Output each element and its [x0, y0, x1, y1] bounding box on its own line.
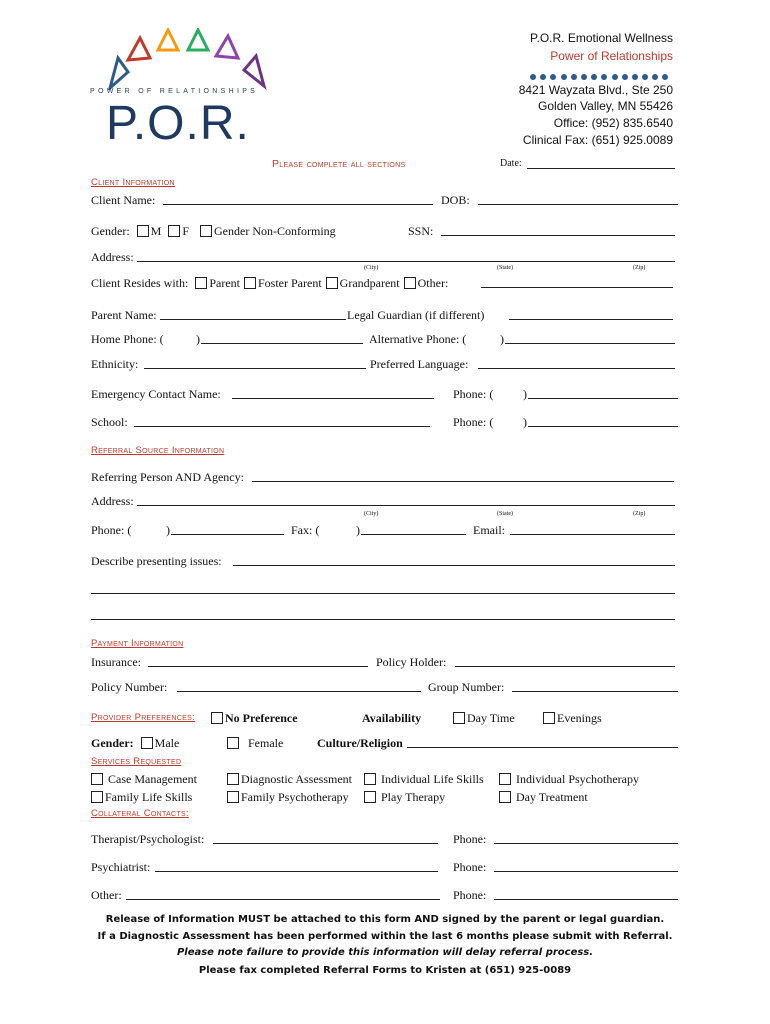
family-psych-checkbox[interactable]	[227, 791, 239, 803]
policy-holder-field[interactable]	[455, 656, 675, 667]
date-label: Date:	[500, 158, 522, 169]
service-indiv-skills	[364, 772, 484, 787]
day-time-option	[453, 711, 515, 726]
org-address-line2: Golden Valley, MN 55426	[538, 99, 673, 113]
home-phone-label: Home Phone: (	[91, 332, 164, 346]
therapist-phone-label: Phone:	[453, 832, 487, 846]
referral-fax-close: )	[356, 523, 360, 537]
male-label: Male	[154, 736, 180, 750]
address-label: Address:	[91, 250, 134, 264]
logo	[88, 28, 288, 150]
org-clinical-fax: Clinical Fax: (651) 925.0089	[522, 133, 673, 147]
logo-triangles-graphic	[88, 28, 288, 90]
footer-line4: Please fax completed Referral Forms to Kristen at (651) 925-0089	[198, 965, 572, 976]
date-field[interactable]	[527, 158, 675, 169]
alt-phone-close: )	[500, 332, 504, 346]
emergency-label: Emergency Contact Name:	[91, 387, 221, 401]
psychiatrist-field[interactable]	[155, 861, 438, 872]
female-checkbox[interactable]	[227, 737, 239, 749]
issues-field-1[interactable]	[233, 555, 675, 566]
evenings-option	[543, 711, 602, 726]
emergency-field[interactable]	[232, 388, 434, 399]
diag-label: Diagnostic Assessment	[241, 772, 352, 786]
ethnicity-label: Ethnicity:	[91, 357, 139, 371]
policy-number-label: Policy Number:	[91, 680, 168, 694]
ssn-label: SSN:	[408, 224, 434, 238]
service-diag	[227, 772, 352, 787]
issues-field-2[interactable]	[91, 583, 675, 594]
resides-grand-checkbox[interactable]	[326, 277, 338, 289]
org-name: P.O.R. Emotional Wellness	[530, 31, 673, 45]
policy-number-field[interactable]	[177, 681, 421, 692]
therapist-phone-field[interactable]	[494, 833, 678, 844]
psychiatrist-phone-label: Phone:	[453, 860, 487, 874]
therapist-field[interactable]	[213, 833, 438, 844]
service-indiv-psych	[499, 772, 639, 787]
referral-email-field[interactable]	[510, 524, 675, 535]
no-preference-label: No Preference	[225, 711, 298, 725]
service-case-mgmt	[91, 772, 197, 787]
resides-parent-checkbox[interactable]	[195, 277, 207, 289]
referral-fax-field[interactable]	[361, 524, 466, 535]
footer-line2: If a Diagnostic Assessment has been performed within the last 6 months please submit with Referral.	[97, 931, 673, 942]
dob-label: DOB:	[441, 193, 470, 207]
client-city-hint: (City)	[364, 265, 379, 271]
referring-person-label: Referring Person AND Agency:	[91, 470, 244, 484]
resides-other-label: Other:	[417, 276, 449, 290]
gender-nc-checkbox[interactable]	[200, 225, 212, 237]
gender-f-checkbox[interactable]	[168, 225, 180, 237]
alt-phone-field[interactable]	[505, 333, 675, 344]
footer-line1: Release of Information MUST be attached to this form AND signed by the parent or legal guardian.	[105, 914, 665, 925]
guardian-label: Legal Guardian (if different)	[347, 308, 485, 322]
section-services-requested: Services Requested	[91, 756, 182, 767]
client-name-label: Client Name:	[91, 193, 156, 207]
no-preference-option	[211, 711, 298, 726]
referral-state-hint: (State)	[497, 511, 513, 517]
gender-f-label: F	[182, 224, 190, 238]
indiv-psych-checkbox[interactable]	[499, 773, 511, 785]
issues-label: Describe presenting issues:	[91, 554, 222, 568]
therapist-label: Therapist/Psychologist:	[91, 832, 205, 846]
other-field[interactable]	[126, 889, 440, 900]
resides-other-field[interactable]	[481, 277, 673, 288]
emergency-phone-label: Phone: (	[453, 387, 494, 401]
referral-phone-field[interactable]	[171, 524, 284, 535]
ethnicity-field[interactable]	[144, 358, 366, 369]
family-psych-label: Family Psychotherapy	[241, 790, 349, 804]
referral-fax-label: Fax: (	[291, 523, 320, 537]
referral-phone-label: Phone: (	[91, 523, 132, 537]
no-preference-checkbox[interactable]	[211, 712, 223, 724]
section-referral-source: Referral Source Information	[91, 445, 225, 456]
referral-email-label: Email:	[473, 523, 505, 537]
emergency-phone-close: )	[523, 387, 527, 401]
insurance-label: Insurance:	[91, 655, 141, 669]
indiv-skills-checkbox[interactable]	[364, 773, 376, 785]
family-skills-label: Family Life Skills	[105, 790, 193, 804]
client-name-field[interactable]	[163, 194, 433, 205]
availability-label: Availability	[362, 711, 422, 725]
issues-field-3[interactable]	[91, 609, 675, 620]
provider-gender-label: Gender:	[91, 736, 134, 750]
service-play	[364, 790, 445, 805]
referral-address-field[interactable]	[137, 495, 675, 506]
gender-m-checkbox[interactable]	[137, 225, 149, 237]
org-subtitle: Power of Relationships	[550, 49, 673, 63]
resides-row	[91, 276, 448, 291]
gender-row	[91, 224, 336, 239]
resides-foster-checkbox[interactable]	[244, 277, 256, 289]
client-zip-hint: (Zip)	[633, 265, 646, 271]
dob-field[interactable]	[478, 194, 678, 205]
decorative-dots	[530, 69, 673, 84]
culture-religion-field[interactable]	[407, 737, 678, 748]
resides-label: Client Resides with:	[91, 276, 189, 290]
male-checkbox[interactable]	[141, 737, 153, 749]
logo-tagline: POWER OF RELATIONSHIPS	[90, 88, 259, 95]
language-label: Preferred Language:	[370, 357, 469, 371]
indiv-psych-label: Individual Psychotherapy	[516, 772, 639, 786]
other-phone-field[interactable]	[494, 889, 678, 900]
section-provider-preferences: Provider Preferences:	[91, 712, 195, 723]
service-family-psych	[227, 790, 349, 805]
referring-person-field[interactable]	[252, 471, 674, 482]
service-day-treat	[499, 790, 588, 805]
day-treat-checkbox[interactable]	[499, 791, 511, 803]
service-family-skills	[91, 790, 192, 805]
referral-phone-close: )	[166, 523, 170, 537]
resides-parent-label: Parent	[209, 276, 240, 290]
play-checkbox[interactable]	[364, 791, 376, 803]
instructions: Please complete all sections	[272, 158, 406, 170]
culture-religion-label: Culture/Religion	[317, 736, 403, 750]
day-time-checkbox[interactable]	[453, 712, 465, 724]
insurance-field[interactable]	[148, 656, 368, 667]
female-label: Female	[248, 736, 284, 750]
guardian-field[interactable]	[509, 309, 673, 320]
client-state-hint: (State)	[497, 265, 513, 271]
female-option	[227, 736, 283, 751]
case-mgmt-checkbox[interactable]	[91, 773, 103, 785]
school-phone-field[interactable]	[528, 416, 678, 427]
psychiatrist-label: Psychiatrist:	[91, 860, 151, 874]
diag-checkbox[interactable]	[227, 773, 239, 785]
gender-m-label: M	[150, 224, 162, 238]
other-label: Other:	[91, 888, 122, 902]
evenings-checkbox[interactable]	[543, 712, 555, 724]
home-phone-field[interactable]	[201, 333, 363, 344]
group-number-field[interactable]	[512, 681, 678, 692]
play-label: Play Therapy	[381, 790, 446, 804]
logo-wordmark: P.O.R.	[106, 97, 250, 150]
alt-phone-label: Alternative Phone: (	[369, 332, 467, 346]
day-treat-label: Day Treatment	[516, 790, 588, 804]
psychiatrist-phone-field[interactable]	[494, 861, 678, 872]
family-skills-checkbox[interactable]	[91, 791, 103, 803]
group-number-label: Group Number:	[428, 680, 505, 694]
org-address-line1: 8421 Wayzata Blvd., Ste 250	[518, 83, 673, 97]
resides-grand-label: Grandparent	[339, 276, 400, 290]
section-collateral-contacts: Collateral Contacts:	[91, 808, 189, 819]
footer-line3: Please note failure to provide this information will delay referral process.	[176, 947, 594, 958]
parent-name-field[interactable]	[160, 309, 346, 320]
language-field[interactable]	[478, 358, 675, 369]
section-client-information: Client Information	[91, 177, 175, 188]
resides-other-checkbox[interactable]	[404, 277, 416, 289]
school-phone-close: )	[523, 415, 527, 429]
gender-label: Gender:	[91, 224, 130, 238]
gender-nc-label: Gender Non-Conforming	[214, 224, 336, 238]
referral-zip-hint: (Zip)	[633, 511, 646, 517]
provider-gender-row	[91, 736, 179, 751]
school-phone-label: Phone: (	[453, 415, 494, 429]
day-time-label: Day Time	[467, 711, 515, 725]
home-phone-close: )	[196, 332, 200, 346]
ssn-field[interactable]	[441, 225, 675, 236]
section-payment-information: Payment Information	[91, 638, 184, 649]
referral-city-hint: (City)	[364, 511, 379, 517]
other-phone-label: Phone:	[453, 888, 487, 902]
referral-address-label: Address:	[91, 494, 134, 508]
school-field[interactable]	[134, 416, 430, 427]
emergency-phone-field[interactable]	[528, 388, 678, 399]
policy-holder-label: Policy Holder:	[376, 655, 447, 669]
case-mgmt-label: Case Management	[108, 772, 197, 786]
school-label: School:	[91, 415, 128, 429]
org-office-phone: Office: (952) 835.6540	[553, 116, 673, 130]
resides-foster-label: Foster Parent	[258, 276, 322, 290]
parent-name-label: Parent Name:	[91, 308, 157, 322]
evenings-label: Evenings	[557, 711, 602, 725]
indiv-skills-label: Individual Life Skills	[381, 772, 484, 786]
client-address-field[interactable]	[137, 251, 675, 262]
